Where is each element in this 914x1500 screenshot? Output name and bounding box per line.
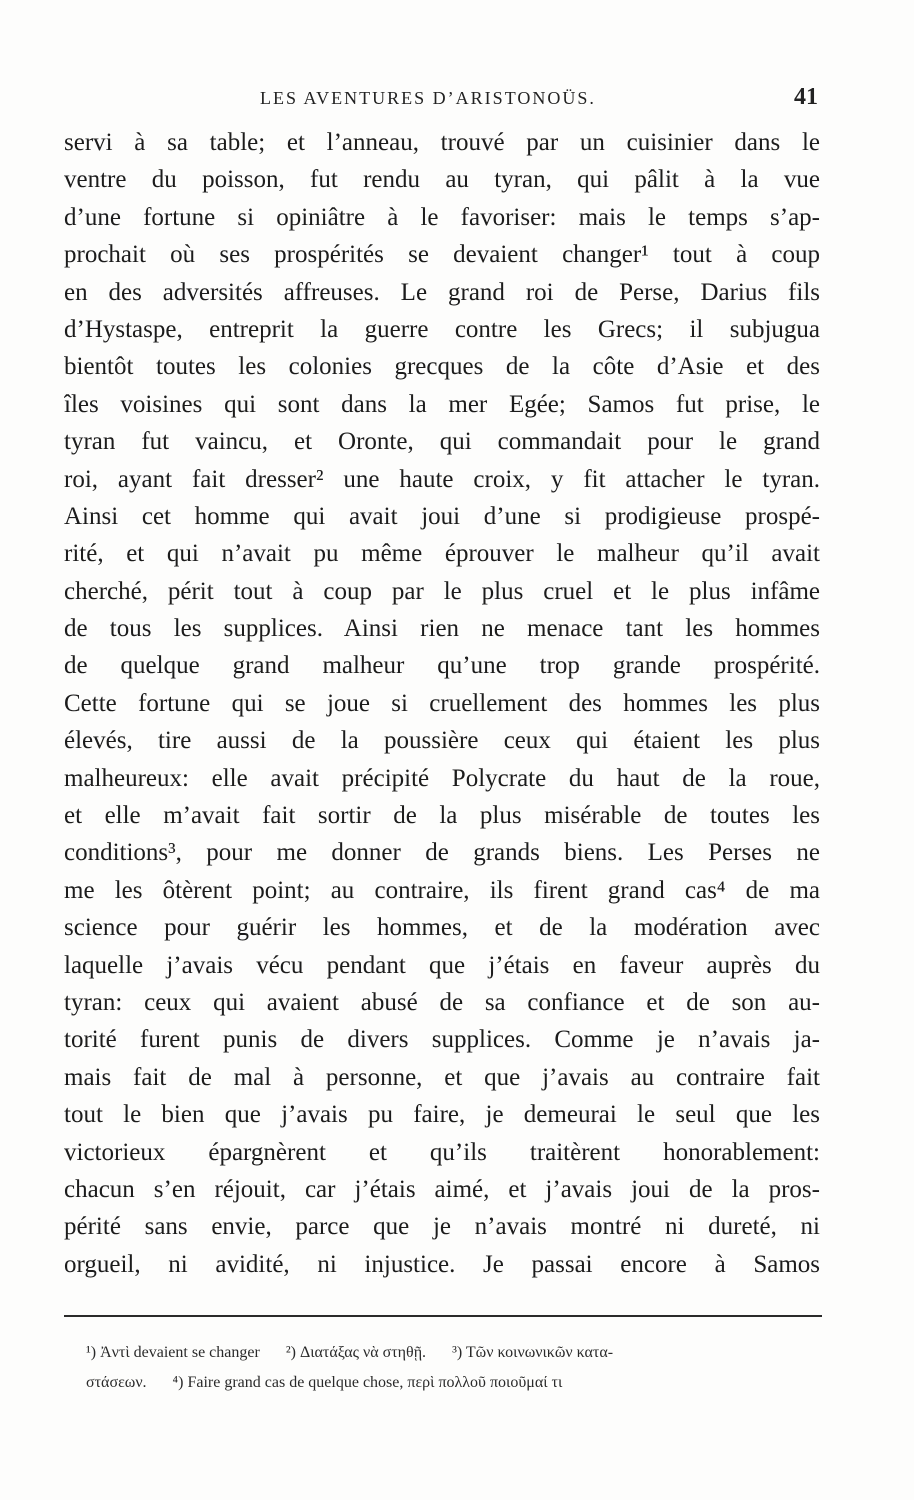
text-line: et elle m’avait fait sortir de la plus misérable de toutes les (64, 802, 820, 830)
text-line: malheureux: elle avait précipité Polycrate du haut de la roue, (64, 764, 820, 792)
footnote-text: Τῶν κοινωνικῶν κατα- (465, 1344, 614, 1361)
text-line: me les ôtèrent point; au contraire, ils firent grand cas⁴ de ma (64, 876, 820, 904)
footnote-marker: ¹) (86, 1344, 97, 1361)
text-line: bientôt toutes les colonies grecques de la côte d’Asie et des (64, 353, 820, 381)
text-line: conditions³, pour me donner de grands biens. Les Perses ne (64, 839, 820, 867)
running-title: LES AVENTURES D’ARISTONOÜS. (260, 88, 596, 108)
footnote-line (86, 1338, 822, 1368)
text-line: tyran fut vaincu, et Oronte, qui commandait pour le grand (64, 428, 820, 456)
text-line: servi à sa table; et l’anneau, trouvé par un cuisinier dans le (64, 129, 820, 156)
footnote-text: στάσεων. (86, 1374, 147, 1391)
footnote-4 (173, 1374, 563, 1391)
footnote-marker: ²) (285, 1344, 296, 1361)
footnote-text: Faire grand cas de quelque chose, περὶ πολλοῦ ποιοῦμαί τι (187, 1374, 563, 1391)
text-line: torité furent punis de divers supplices. Comme je n’avais ja- (64, 1026, 820, 1054)
text-line: cherché, périt tout à coup par le plus cruel et le plus infâme (64, 577, 820, 605)
text-line: roi, ayant fait dresser² une haute croix, y fit attacher le tyran. (64, 465, 820, 493)
footnotes (86, 1338, 822, 1398)
text-line: victorieux épargnèrent et qu’ils traitèrent honorablement: (64, 1138, 820, 1166)
footnote-marker: ³) (452, 1344, 463, 1361)
text-line: Cette fortune qui se joue si cruellement des hommes les plus (64, 689, 820, 717)
text-line: mais fait de mal à personne, et que j’avais au contraire fait (64, 1063, 820, 1091)
text-line: laquelle j’avais vécu pendant que j’étais en faveur auprès du (64, 951, 820, 979)
text-line: rité, et qui n’avait pu même éprouver le malheur qu’il avait (64, 540, 820, 568)
body-text (64, 124, 820, 1283)
text-line: périté sans envie, parce que je n’avais montré ni dureté, ni (64, 1213, 820, 1241)
text-line: d’Hystaspe, entreprit la guerre contre les Grecs; il subjugua (64, 315, 820, 343)
footnote-2 (286, 1344, 430, 1361)
footnote-1 (86, 1344, 264, 1361)
text-line: prochait où ses prospérités se devaient changer¹ tout à coup (64, 241, 820, 269)
text-line: Ainsi cet homme qui avait joui d’une si prodigieuse prospé- (64, 502, 820, 530)
text-line: d’une fortune si opiniâtre à le favoriser: mais le temps s’ap- (64, 203, 820, 231)
footnote-text: Διατάξας νὰ στηθῇ. (299, 1344, 427, 1361)
text-line: science pour guérir les hommes, et de la modération avec (64, 914, 820, 942)
page-number: 41 (794, 84, 818, 110)
footnote-3 (452, 1344, 613, 1361)
text-line: chacun s’en réjouit, car j’étais aimé, et j’avais joui de la pros- (64, 1175, 820, 1203)
text-line: en des adversités affreuses. Le grand roi de Perse, Darius fils (64, 278, 820, 306)
footnote-divider (64, 1315, 822, 1317)
text-line: ventre du poisson, fut rendu au tyran, qui pâlit à la vue (64, 166, 820, 194)
text-line: de quelque grand malheur qu’une trop grande prospérité. (64, 652, 820, 680)
page-header (64, 84, 824, 116)
text-line: orgueil, ni avidité, ni injustice. Je passai encore à Samos (64, 1250, 820, 1278)
footnote-3-continued (86, 1374, 151, 1391)
text-line: élevés, tire aussi de la poussière ceux qui étaient les plus (64, 727, 820, 755)
text-line: tout le bien que j’avais pu faire, je demeurai le seul que les (64, 1101, 820, 1129)
footnote-text: Ἀντὶ devaient se changer (100, 1344, 260, 1361)
text-line: îles voisines qui sont dans la mer Egée; Samos fut prise, le (64, 390, 820, 418)
text-line: de tous les supplices. Ainsi rien ne menace tant les hommes (64, 615, 820, 643)
footnote-marker: ⁴) (172, 1374, 184, 1391)
footnote-line (86, 1368, 822, 1398)
text-line: tyran: ceux qui avaient abusé de sa confiance et de son au- (64, 988, 820, 1016)
